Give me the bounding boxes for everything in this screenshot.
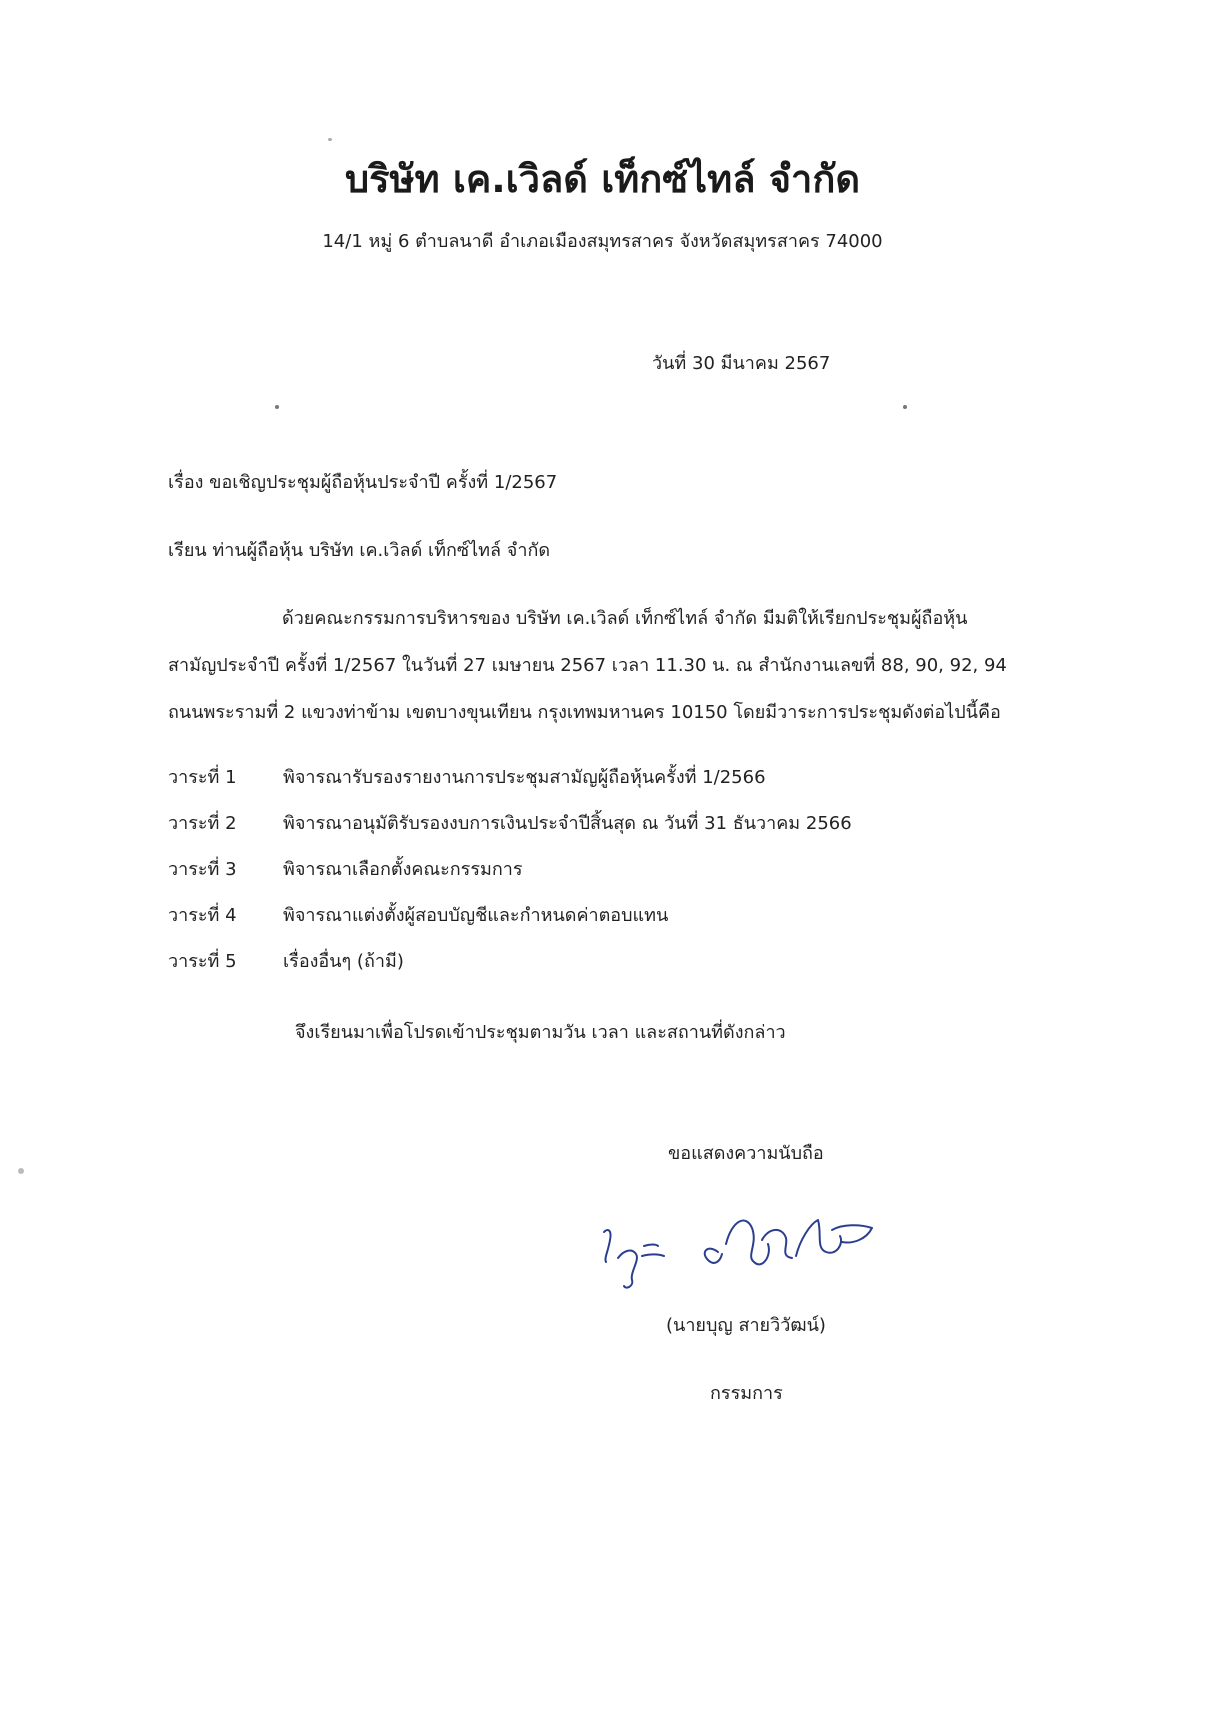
body-line-1: ด้วยคณะกรรมการบริหารของ บริษัท เค.เวิลด์ เท็กซ์ไทล์ จำกัด มีมติให้เรียกประชุมผู้ถือหุ้น xyxy=(282,608,968,629)
agenda-text: เรื่องอื่นๆ (ถ้ามี) xyxy=(283,951,404,972)
signer-title: กรรมการ xyxy=(710,1383,783,1404)
scan-speck xyxy=(328,138,332,141)
agenda-item xyxy=(168,854,852,900)
body-line-3: ถนนพระรามที่ 2 แขวงท่าข้าม เขตบางขุนเทียน กรุงเทพมหานคร 10150 โดยมีวาระการประชุมดังต่อไปนี้คือ xyxy=(168,702,1001,723)
regards-text: ขอแสดงความนับถือ xyxy=(668,1143,824,1164)
signer-name: (นายบุญ สายวิวัฒน์) xyxy=(666,1315,826,1336)
agenda-item xyxy=(168,762,852,808)
company-address: 14/1 หมู่ 6 ตำบลนาดี อำเภอเมืองสมุทรสาคร จังหวัดสมุทรสาคร 74000 xyxy=(322,231,883,252)
scan-speck xyxy=(18,1168,24,1174)
agenda-label: วาระที่ 2 xyxy=(168,813,237,834)
agenda-label: วาระที่ 3 xyxy=(168,859,237,880)
agenda-item xyxy=(168,808,852,854)
letter-date: วันที่ 30 มีนาคม 2567 xyxy=(652,353,831,374)
letter-salutation: เรียน ท่านผู้ถือหุ้น บริษัท เค.เวิลด์ เท็กซ์ไทล์ จำกัด xyxy=(168,540,551,561)
agenda-label: วาระที่ 1 xyxy=(168,767,237,788)
body-line-2: สามัญประจำปี ครั้งที่ 1/2567 ในวันที่ 27 เมษายน 2567 เวลา 11.30 น. ณ สำนักงานเลขที่ 88, 90, 92, 94 xyxy=(168,655,1007,676)
agenda-text: พิจารณาเลือกตั้งคณะกรรมการ xyxy=(283,859,523,880)
agenda-text: พิจารณาแต่งตั้งผู้สอบบัญชีและกำหนดค่าตอบแทน xyxy=(283,905,669,926)
agenda-text: พิจารณารับรองรายงานการประชุมสามัญผู้ถือหุ้นครั้งที่ 1/2566 xyxy=(283,767,766,788)
agenda-item xyxy=(168,900,852,946)
agenda-item xyxy=(168,946,852,992)
company-name: บริษัท เค.เวิลด์ เท็กซ์ไทล์ จำกัด xyxy=(344,157,861,201)
agenda-text: พิจารณาอนุมัติรับรองงบการเงินประจำปีสิ้นสุด ณ วันที่ 31 ธันวาคม 2566 xyxy=(283,813,852,834)
signature-image xyxy=(596,1200,896,1300)
agenda-label: วาระที่ 5 xyxy=(168,951,237,972)
letter-subject: เรื่อง ขอเชิญประชุมผู้ถือหุ้นประจำปี ครั้งที่ 1/2567 xyxy=(168,472,558,493)
agenda-label: วาระที่ 4 xyxy=(168,905,237,926)
closing-statement: จึงเรียนมาเพื่อโปรดเข้าประชุมตามวัน เวลา และสถานที่ดังกล่าว xyxy=(295,1022,786,1043)
agenda-list xyxy=(168,762,852,992)
scan-speck xyxy=(903,405,907,409)
scan-speck xyxy=(275,405,279,409)
